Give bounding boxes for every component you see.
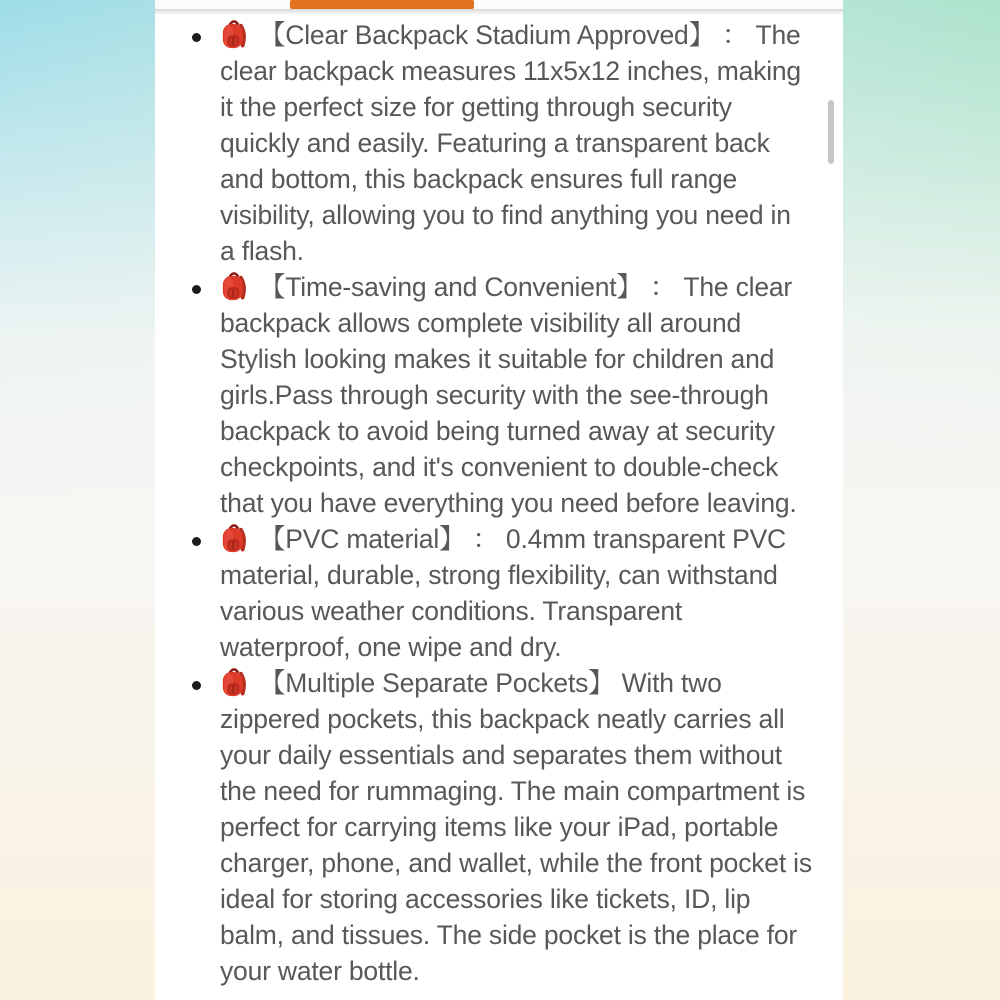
tab-bar: [155, 0, 843, 9]
backpack-emoji-icon: [220, 18, 248, 49]
feature-bullet-item: [220, 521, 812, 665]
backpack-emoji-icon: [220, 522, 248, 553]
bullet-text: 【PVC material】 ： 0.4mm transparent PVC material, durable, strong flexibility, can withstand various weather conditions. Transparent waterproof, one wipe and dry.: [220, 524, 786, 662]
feature-bullet-list: [155, 15, 843, 989]
backpack-emoji-icon: [220, 270, 248, 301]
scrollbar-thumb[interactable]: [828, 100, 834, 164]
feature-bullet-item: [220, 17, 812, 269]
bullet-text: 【Time-saving and Convenient】 ： The clear backpack allows complete visibility all around Stylish looking makes it suitable for children and girls.Pass through security with the see-through backpack to avoid being turned away at security checkpoints, and it's convenient to double-check that you have everything you need before leaving.: [220, 272, 797, 518]
bullet-text: 【Clear Backpack Stadium Approved】 ： The clear backpack measures 11x5x12 inches, making it the perfect size for getting through security quickly and easily. Featuring a transparent back and bottom, this backpack ensures full range visibility, allowing you to find anything you need in a flash.: [220, 20, 801, 266]
active-tab-indicator[interactable]: [290, 0, 474, 9]
backpack-emoji-icon: [220, 666, 248, 697]
feature-bullet-item: [220, 269, 812, 521]
bullet-text: 【Multiple Separate Pockets】 With two zippered pockets, this backpack neatly carries all your daily essentials and separates them without the need for rummaging. The main compartment is perfect for carrying items like your iPad, portable charger, phone, and wallet, while the front pocket is ideal for storing accessories like tickets, ID, lip balm, and tissues. The side pocket is the place for your water bottle.: [220, 668, 812, 986]
product-description-panel[interactable]: [155, 0, 843, 1000]
feature-bullet-item: [220, 665, 812, 989]
